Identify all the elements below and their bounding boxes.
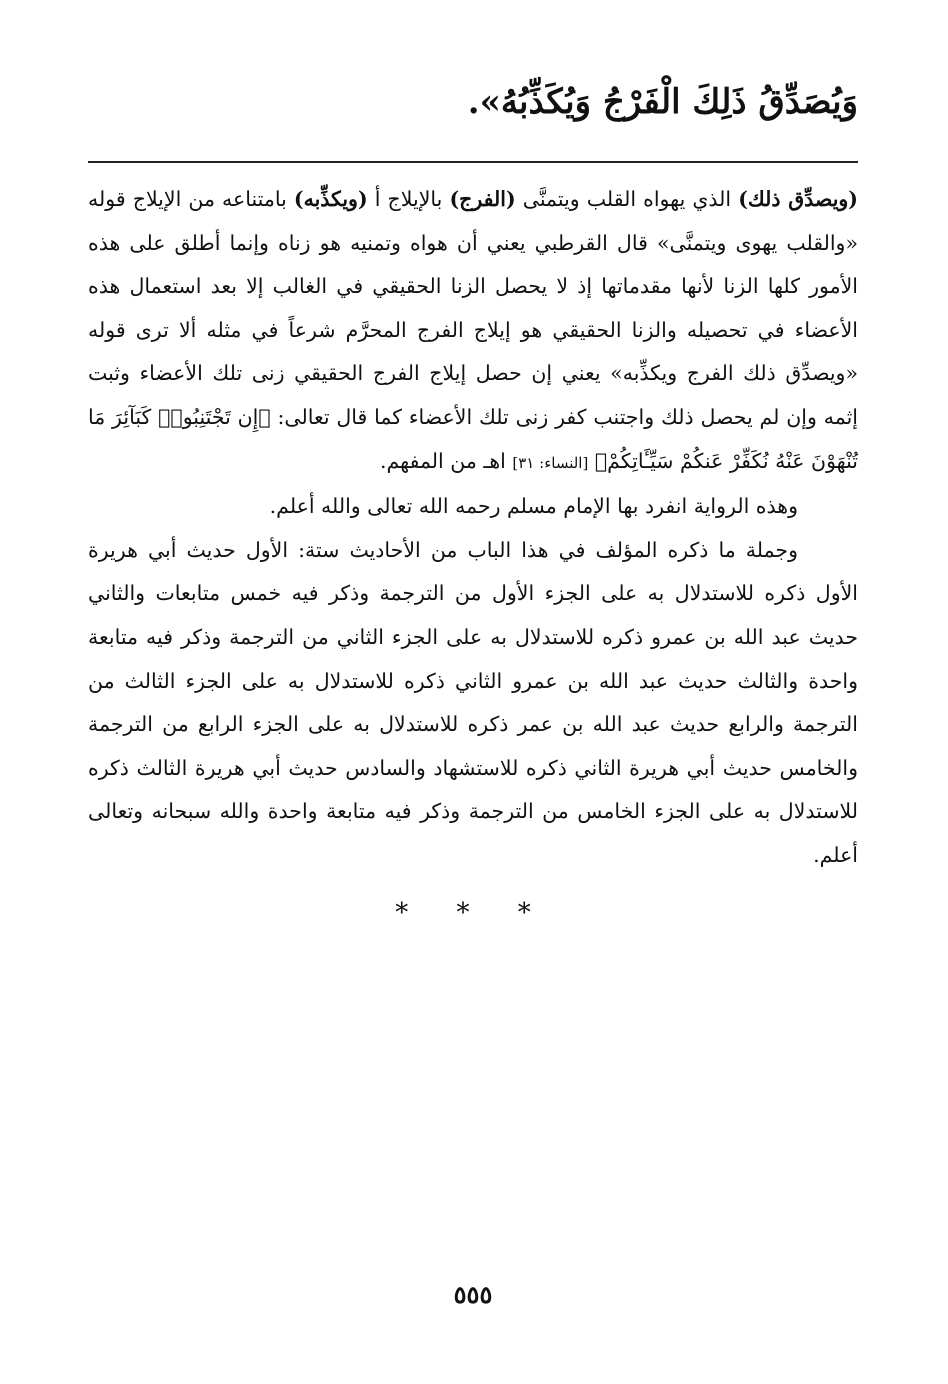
- horizontal-rule: [88, 161, 858, 163]
- page-number: ٥٥٥: [453, 1280, 493, 1309]
- commentary-term: (الفرج): [449, 187, 516, 211]
- book-page: [88, 0, 858, 1384]
- commentary-text: اهـ من المفهم.: [379, 448, 513, 473]
- commentary-term: (ويكذِّبه): [293, 187, 368, 211]
- commentary-text: بالإيلاج أ: [367, 187, 450, 211]
- section-separator: * * *: [395, 898, 551, 928]
- commentary-text: الذي يهواه القلب ويتمنَّى: [515, 187, 739, 211]
- quran-verse: ﴿إِن تَجْتَنِبُوا۟ كَبَآئِرَ مَا تُنْهَوْنَ عَنْهُ نُكَفِّرْ عَنكُمْ سَيِّـَٔاتِكُمْ﴾: [88, 404, 858, 473]
- commentary-paragraph: [88, 178, 858, 485]
- hadith-text: وَيُصَدِّقُ ذَلِكَ الْفَرْجُ وَيُكَذِّبُهُ».: [467, 82, 858, 122]
- chapter-summary-paragraph: وجملة ما ذكره المؤلف في هذا الباب من الأحاديث ستة: الأول حديث أبي هريرة الأول ذكره للاستدلال به على الجزء الأول من الترجمة وذكر فيه خمس متابعات والثاني حديث عبد الله بن عمرو ذكره للاستدلال به على الجزء الثاني من الترجمة وذكر فيه متابعة واحدة والثالث حديث عبد الله بن عمرو الثاني ذكره للاستدلال به على الجزء الثالث من الترجمة والرابع حديث عبد الله بن عمر ذكره للاستدلال به على الجزء الرابع من الترجمة والخامس حديث أبي هريرة الثاني ذكره للاستشهاد والسادس حديث أبي هريرة الثالث ذكره للاستدلال به على الجزء الخامس من الترجمة وذكر فيه متابعة واحدة والله سبحانه وتعالى أعلم.: [88, 537, 858, 867]
- quran-reference: [النساء: ٣١]: [512, 453, 589, 472]
- commentary-text: بامتناعه من الإيلاج قوله «والقلب يهوى ويتمنَّى» قال القرطبي يعني أن هواه وتمنيه هو زناه وإنما أطلق على هذه الأمور كلها الزنا لأنها مقدماتها إذ لا يحصل الزنا الحقيقي في الغالب إلا بعد استعمال هذه الأعضاء في تحصيله والزنا الحقيقي هو إيلاج الفرج المحرَّم شرعاً في مثله ألا ترى قوله «ويصدِّق ذلك الفرج ويكذِّبه» يعني إن حصل إيلاج الفرج الحقيقي زنى تلك الأعضاء وثبت إثمه وإن لم يحصل ذلك واجتنب كفر زنى تلك الأعضاء كما قال تعالى:: [88, 187, 858, 429]
- commentary-section: [88, 178, 858, 878]
- commentary-term: (ويصدِّق ذلك): [738, 187, 859, 211]
- narration-note-paragraph: وهذه الرواية انفرد بها الإمام مسلم رحمه الله تعالى والله أعلم.: [269, 494, 798, 519]
